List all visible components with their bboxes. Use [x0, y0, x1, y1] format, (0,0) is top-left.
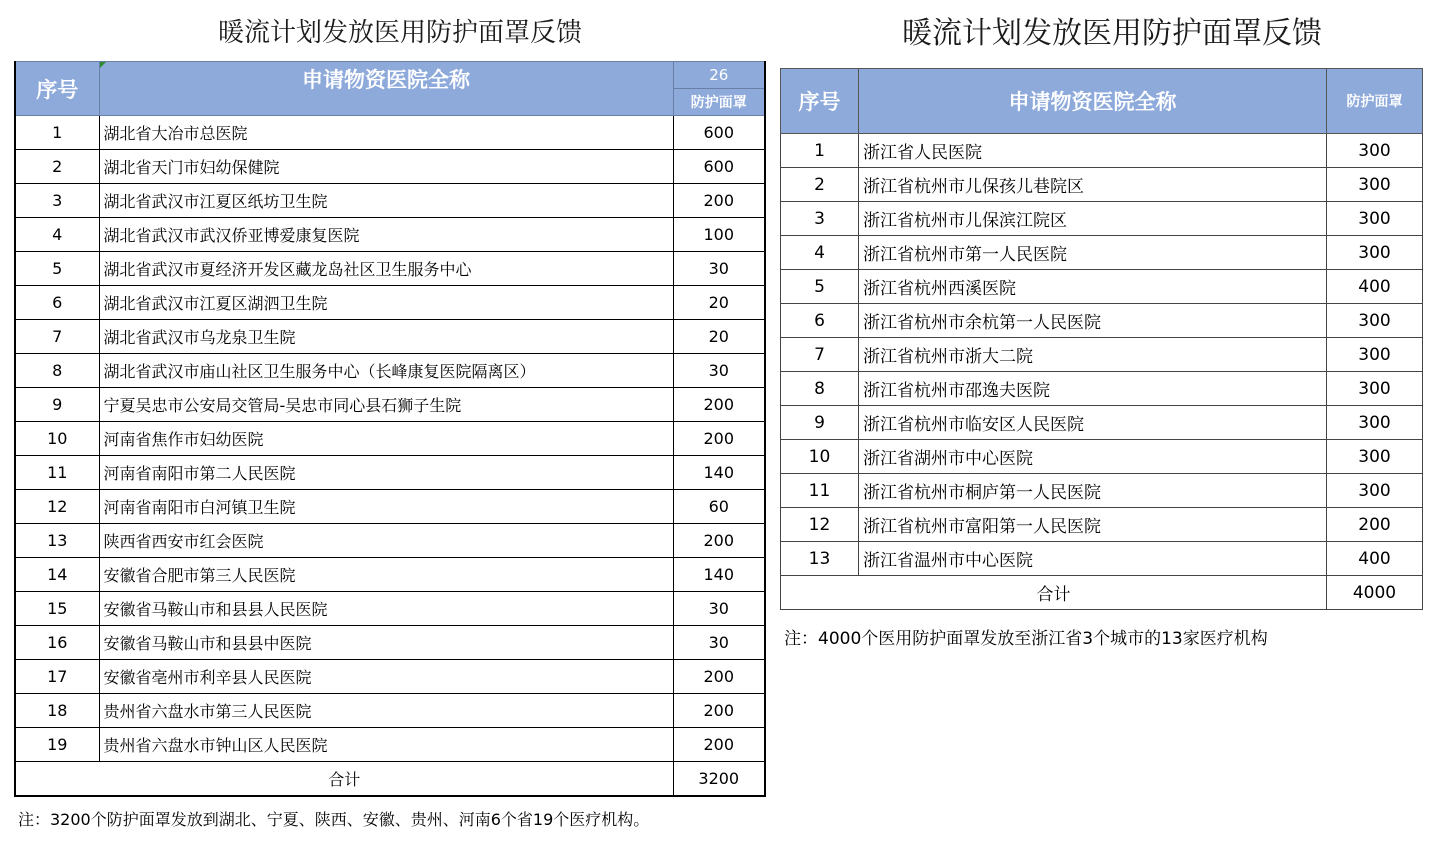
mask-quantity: 140 [673, 456, 765, 490]
mask-quantity: 300 [1327, 236, 1423, 270]
mask-quantity: 200 [673, 524, 765, 558]
hospital-name: 安徽省合肥市第三人民医院 [99, 558, 673, 592]
row-index: 12 [15, 490, 99, 524]
row-index: 13 [15, 524, 99, 558]
hospital-name: 浙江省杭州市桐庐第一人民医院 [859, 474, 1327, 508]
header-index: 序号 [781, 69, 859, 134]
hospital-name: 浙江省温州市中心医院 [859, 542, 1327, 576]
mask-quantity: 60 [673, 490, 765, 524]
mask-quantity: 100 [673, 218, 765, 252]
hospital-name: 湖北省武汉市江夏区湖泗卫生院 [99, 286, 673, 320]
hospital-name: 宁夏吴忠市公安局交管局-吴忠市同心县石狮子生院 [99, 388, 673, 422]
table-row [15, 660, 765, 694]
left-table [14, 61, 766, 797]
hospital-name: 浙江省人民医院 [859, 134, 1327, 168]
hospital-name: 湖北省武汉市夏经济开发区藏龙岛社区卫生服务中心 [99, 252, 673, 286]
hospital-name: 浙江省杭州市临安区人民医院 [859, 406, 1327, 440]
row-index: 13 [781, 542, 859, 576]
row-index: 14 [15, 558, 99, 592]
table-row [781, 372, 1423, 406]
table-row [781, 406, 1423, 440]
table-row [15, 456, 765, 490]
row-index: 4 [15, 218, 99, 252]
row-index: 17 [15, 660, 99, 694]
hospital-name: 湖北省武汉市武汉侨亚博爱康复医院 [99, 218, 673, 252]
hospital-name: 浙江省杭州市邵逸夫医院 [859, 372, 1327, 406]
table-row [781, 270, 1423, 304]
row-index: 19 [15, 728, 99, 762]
row-index: 18 [15, 694, 99, 728]
mask-quantity: 300 [1327, 202, 1423, 236]
row-index: 6 [781, 304, 859, 338]
mask-quantity: 400 [1327, 542, 1423, 576]
row-index: 3 [15, 184, 99, 218]
hospital-name: 湖北省天门市妇幼保健院 [99, 150, 673, 184]
mask-quantity: 300 [1327, 304, 1423, 338]
mask-quantity: 30 [673, 354, 765, 388]
hospital-name: 浙江省杭州市儿保滨江院区 [859, 202, 1327, 236]
table-row [15, 626, 765, 660]
mask-quantity: 300 [1327, 168, 1423, 202]
table-row [15, 558, 765, 592]
table-row [781, 168, 1423, 202]
left-note: 注：3200个防护面罩发放到湖北、宁夏、陕西、安徽、贵州、河南6个省19个医疗机构。 [18, 810, 650, 829]
right-panel [780, 8, 1424, 649]
row-index: 7 [781, 338, 859, 372]
table-row [781, 508, 1423, 542]
table-row [781, 134, 1423, 168]
row-index: 10 [15, 422, 99, 456]
mask-quantity: 200 [673, 694, 765, 728]
row-index: 2 [15, 150, 99, 184]
mask-quantity: 200 [673, 422, 765, 456]
right-table-body [781, 134, 1423, 576]
table-row [781, 474, 1423, 508]
table-row [15, 150, 765, 184]
table-row [781, 236, 1423, 270]
total-label: 合计 [781, 576, 1327, 610]
total-value: 4000 [1327, 576, 1423, 610]
mask-quantity: 20 [673, 320, 765, 354]
hospital-name: 浙江省杭州市浙大二院 [859, 338, 1327, 372]
hospital-name: 陕西省西安市红会医院 [99, 524, 673, 558]
table-row [15, 354, 765, 388]
hospital-name: 河南省南阳市第二人民医院 [99, 456, 673, 490]
right-total-row [781, 576, 1423, 610]
header-count: 26 [673, 62, 765, 89]
mask-quantity: 30 [673, 592, 765, 626]
row-index: 2 [781, 168, 859, 202]
table-row [15, 422, 765, 456]
hospital-name: 湖北省武汉市庙山社区卫生服务中心（长峰康复医院隔离区） [99, 354, 673, 388]
mask-quantity: 200 [673, 728, 765, 762]
row-index: 1 [781, 134, 859, 168]
hospital-name: 湖北省武汉市江夏区纸坊卫生院 [99, 184, 673, 218]
row-index: 9 [15, 388, 99, 422]
header-masks: 防护面罩 [1327, 69, 1423, 134]
table-row [15, 286, 765, 320]
header-masks: 防护面罩 [673, 89, 765, 116]
row-index: 6 [15, 286, 99, 320]
table-row [781, 304, 1423, 338]
hospital-name: 湖北省武汉市乌龙泉卫生院 [99, 320, 673, 354]
table-row [781, 338, 1423, 372]
mask-quantity: 300 [1327, 134, 1423, 168]
table-row [15, 524, 765, 558]
row-index: 4 [781, 236, 859, 270]
table-row [15, 592, 765, 626]
table-row [15, 320, 765, 354]
table-row [15, 388, 765, 422]
row-index: 10 [781, 440, 859, 474]
row-index: 5 [781, 270, 859, 304]
mask-quantity: 400 [1327, 270, 1423, 304]
table-row [15, 116, 765, 150]
row-index: 12 [781, 508, 859, 542]
right-title: 暖流计划发放医用防护面罩反馈 [902, 16, 1322, 51]
hospital-name: 浙江省湖州市中心医院 [859, 440, 1327, 474]
row-index: 16 [15, 626, 99, 660]
mask-quantity: 600 [673, 116, 765, 150]
mask-quantity: 200 [673, 388, 765, 422]
mask-quantity: 600 [673, 150, 765, 184]
mask-quantity: 200 [673, 660, 765, 694]
row-index: 9 [781, 406, 859, 440]
mask-quantity: 20 [673, 286, 765, 320]
row-index: 7 [15, 320, 99, 354]
total-value: 3200 [673, 762, 765, 797]
hospital-name: 浙江省杭州市儿保孩儿巷院区 [859, 168, 1327, 202]
mask-quantity: 300 [1327, 474, 1423, 508]
hospital-name: 河南省焦作市妇幼医院 [99, 422, 673, 456]
hospital-name: 安徽省马鞍山市和县县人民医院 [99, 592, 673, 626]
mask-quantity: 300 [1327, 406, 1423, 440]
mask-quantity: 30 [673, 626, 765, 660]
hospital-name: 浙江省杭州市第一人民医院 [859, 236, 1327, 270]
hospital-name: 贵州省六盘水市第三人民医院 [99, 694, 673, 728]
left-title: 暖流计划发放医用防护面罩反馈 [217, 18, 582, 48]
table-row [15, 728, 765, 762]
mask-quantity: 300 [1327, 372, 1423, 406]
mask-quantity: 30 [673, 252, 765, 286]
left-panel [14, 8, 766, 830]
header-hospital: 申请物资医院全称 [859, 69, 1327, 134]
table-row [781, 202, 1423, 236]
left-table-body [15, 116, 765, 762]
header-hospital: 申请物资医院全称 [99, 62, 673, 116]
row-index: 8 [781, 372, 859, 406]
total-label: 合计 [15, 762, 673, 797]
mask-quantity: 140 [673, 558, 765, 592]
hospital-name: 贵州省六盘水市钟山区人民医院 [99, 728, 673, 762]
hospital-name: 河南省南阳市白河镇卫生院 [99, 490, 673, 524]
table-row [15, 218, 765, 252]
row-index: 15 [15, 592, 99, 626]
row-index: 8 [15, 354, 99, 388]
header-index: 序号 [15, 62, 99, 116]
cell-comment-marker [100, 62, 106, 68]
hospital-name: 安徽省马鞍山市和县县中医院 [99, 626, 673, 660]
hospital-name: 湖北省大冶市总医院 [99, 116, 673, 150]
row-index: 11 [781, 474, 859, 508]
table-row [781, 542, 1423, 576]
right-note: 注：4000个医用防护面罩发放至浙江省3个城市的13家医疗机构 [784, 629, 1268, 649]
hospital-name: 浙江省杭州市富阳第一人民医院 [859, 508, 1327, 542]
table-row [15, 694, 765, 728]
hospital-name: 安徽省亳州市利辛县人民医院 [99, 660, 673, 694]
table-row [15, 184, 765, 218]
hospital-name: 浙江省杭州市余杭第一人民医院 [859, 304, 1327, 338]
row-index: 1 [15, 116, 99, 150]
row-index: 11 [15, 456, 99, 490]
mask-quantity: 300 [1327, 440, 1423, 474]
mask-quantity: 300 [1327, 338, 1423, 372]
mask-quantity: 200 [1327, 508, 1423, 542]
row-index: 5 [15, 252, 99, 286]
row-index: 3 [781, 202, 859, 236]
table-row [15, 490, 765, 524]
right-table [780, 68, 1423, 610]
table-row [781, 440, 1423, 474]
left-total-row [15, 762, 765, 797]
mask-quantity: 200 [673, 184, 765, 218]
hospital-name: 浙江省杭州西溪医院 [859, 270, 1327, 304]
table-row [15, 252, 765, 286]
